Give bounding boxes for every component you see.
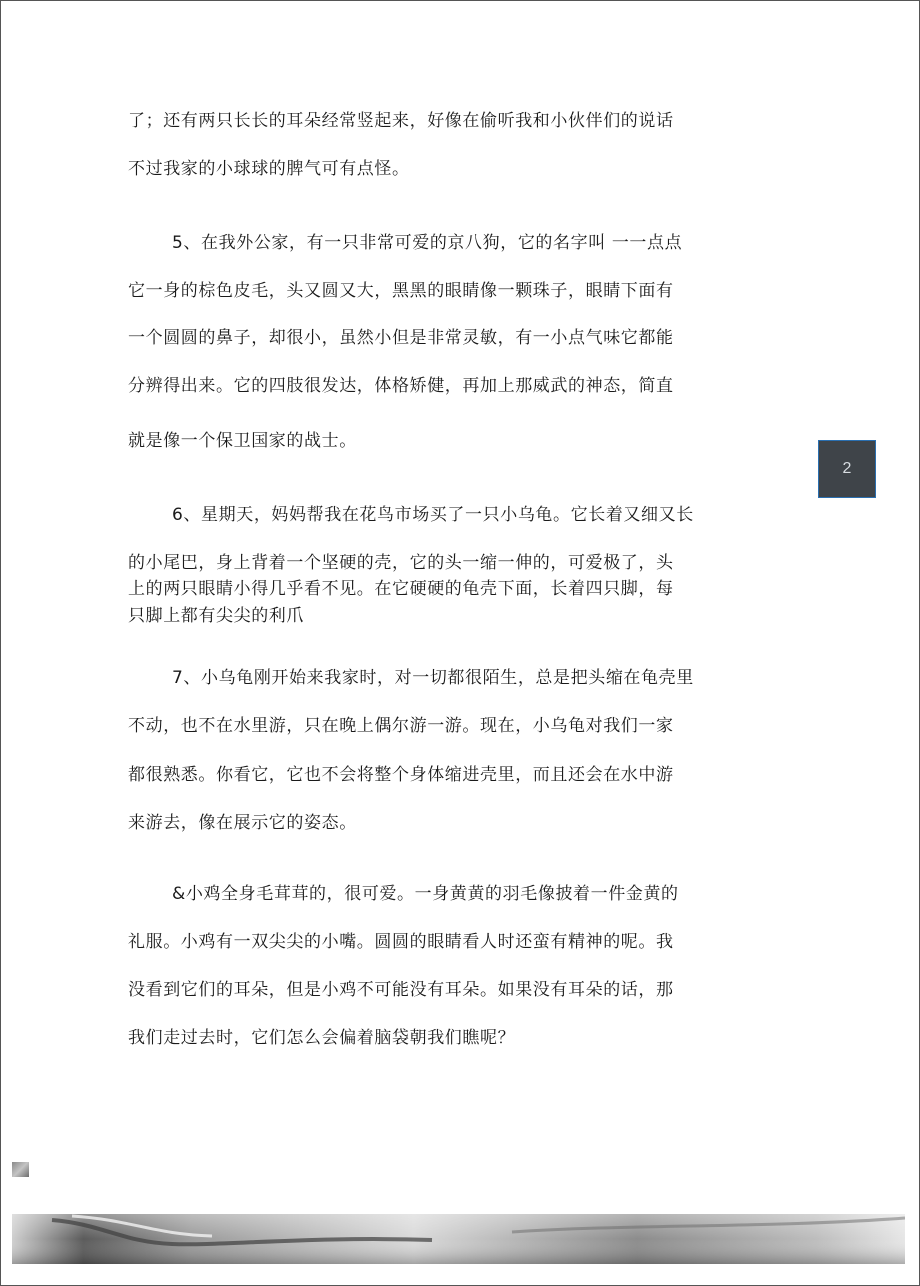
footer-banner-decoration — [12, 1214, 905, 1264]
paragraph-line: 它一身的棕色皮毛，头又圆又大，黑黑的眼睛像一颗珠子，眼睛下面有 — [128, 281, 674, 301]
paragraph-line: 分辨得出来。它的四肢很发达，体格矫健，再加上那威武的神态，简直 — [128, 376, 674, 396]
paragraph-line: 上的两只眼睛小得几乎看不见。在它硬硬的龟壳下面，长着四只脚，每 — [128, 579, 674, 599]
paragraph-line: 了；还有两只长长的耳朵经常竖起来，好像在偷听我和小伙伴们的说话 — [128, 111, 674, 131]
paragraph-line: 只脚上都有尖尖的利爪 — [128, 606, 304, 626]
paragraph-line: 我们走过去时，它们怎么会偏着脑袋朝我们瞧呢？ — [128, 1028, 516, 1048]
paragraph-line: 的小尾巴，身上背着一个坚硬的壳，它的头一缩一伸的，可爱极了，头 — [128, 553, 674, 573]
paragraph-line: 都很熟悉。你看它，它也不会将整个身体缩进壳里，而且还会在水中游 — [128, 765, 674, 785]
page-number: 2 — [842, 460, 852, 477]
paragraph-line: 一个圆圆的鼻子，却很小，虽然小但是非常灵敏，有一小点气味它都能 — [128, 328, 674, 348]
corner-decoration — [12, 1162, 29, 1177]
paragraph-line: 不动，也不在水里游，只在晚上偶尔游一游。现在，小乌龟对我们一家 — [128, 716, 674, 736]
paragraph-line: 就是像一个保卫国家的战士。 — [128, 431, 357, 451]
paragraph-line: 没看到它们的耳朵，但是小鸡不可能没有耳朵。如果没有耳朵的话，那 — [128, 980, 674, 1000]
paragraph-line: 来游去，像在展示它的姿态。 — [128, 813, 357, 833]
paragraph-line: 5、在我外公家，有一只非常可爱的京八狗，它的名字叫 一一点点 — [172, 233, 683, 253]
paragraph-line: &小鸡全身毛茸茸的，很可爱。一身黄黄的羽毛像披着一件金黄的 — [172, 884, 679, 904]
paragraph-line: 礼服。小鸡有一双尖尖的小嘴。圆圆的眼睛看人时还蛮有精神的呢。我 — [128, 932, 674, 952]
paragraph-line: 不过我家的小球球的脾气可有点怪。 — [128, 159, 410, 179]
paragraph-line: 7、小乌龟刚开始来我家时，对一切都很陌生，总是把头缩在龟壳里 — [172, 668, 694, 688]
paragraph-line: 6、星期天，妈妈帮我在花鸟市场买了一只小乌龟。它长着又细又长 — [172, 505, 694, 525]
page-number-badge — [818, 440, 876, 498]
